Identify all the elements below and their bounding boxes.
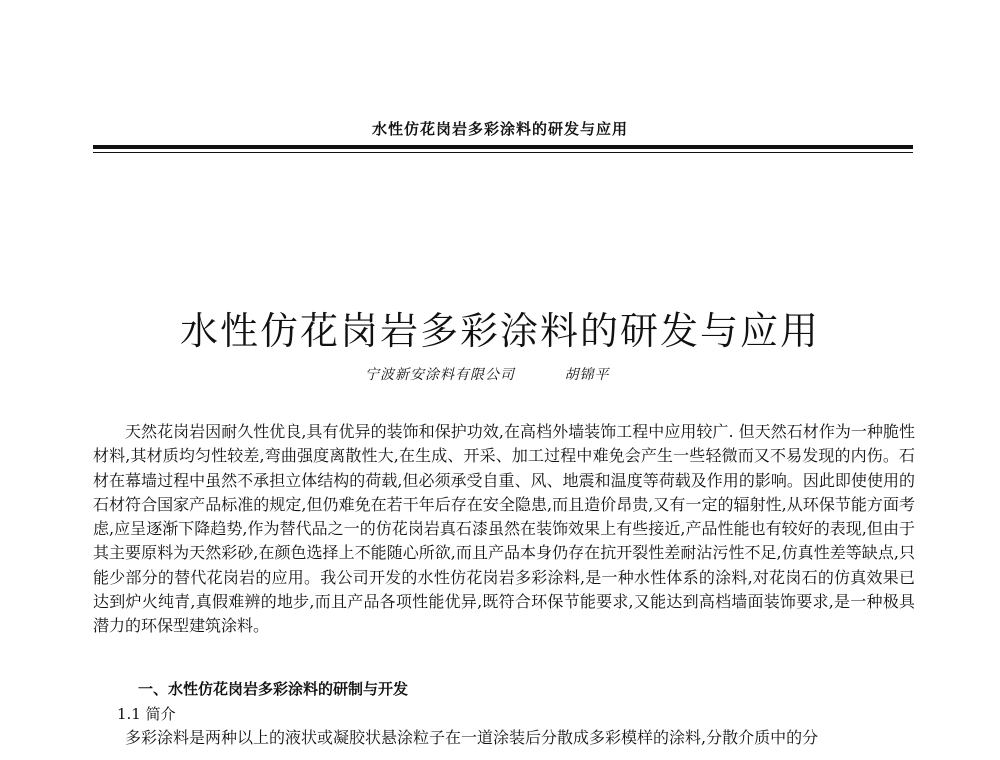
article-title: 水性仿花岗岩多彩涂料的研发与应用 [179, 309, 820, 354]
paragraph: 多彩涂料是两种以上的液状或凝胶状悬涂粒子在一道涂装后分散成多彩模样的涂料,分散介质中的分 [125, 728, 819, 747]
header-rule-thin [93, 152, 913, 153]
section-body [93, 726, 915, 750]
author-name: 胡锦平 [564, 367, 610, 383]
author-organization: 宁波新安涂料有限公司 [365, 367, 515, 383]
intro-body [93, 420, 915, 639]
subsection-heading: 1.1 简介 [117, 705, 176, 723]
section-heading: 一、水性仿花岗岩多彩涂料的研制与开发 [138, 680, 409, 698]
running-header: 水性仿花岗岩多彩涂料的研发与应用 [371, 120, 628, 138]
byline [365, 364, 609, 384]
header-rule-thick [93, 145, 913, 149]
paragraph: 天然花岗岩因耐久性优良,具有优异的装饰和保护功效,在高档外墙装饰工程中应用较广. 但天然石材作为一种脆性材料,其材质均匀性较差,弯曲强度离散性大,在生成、开采、加工过程中难免会产生一些轻微而又不易发现的内伤。石材在幕墙过程中虽然不承担立体结构的荷载,但必须承受自重、风、地震和温度等荷载及作用的影响。因此即使使用的石材符合国家产品标准的规定,但仍难免在若干年后存在安全隐患,而且造价昂贵,又有一定的辐射性,从环保节能方面考虑,应呈逐渐下降趋势,作为替代品之一的仿花岗岩真石漆虽然在装饰效果上有些接近,产品性能也有较好的表现,但由于其主要原料为天然彩砂,在颜色选择上不能随心所欲,而且产品本身仍存在抗开裂性差耐沾污性不足,仿真性差等缺点,只能少部分的替代花岗岩的应用。我公司开发的水性仿花岗岩多彩涂料,是一种水性体系的涂料,对花岗石的仿真效果已达到炉火纯青,真假难辨的地步,而且产品各项性能优异,既符合环保节能要求,又能达到高档墙面装饰要求,是一种极具潜力的环保型建筑涂料。 [93, 422, 915, 636]
